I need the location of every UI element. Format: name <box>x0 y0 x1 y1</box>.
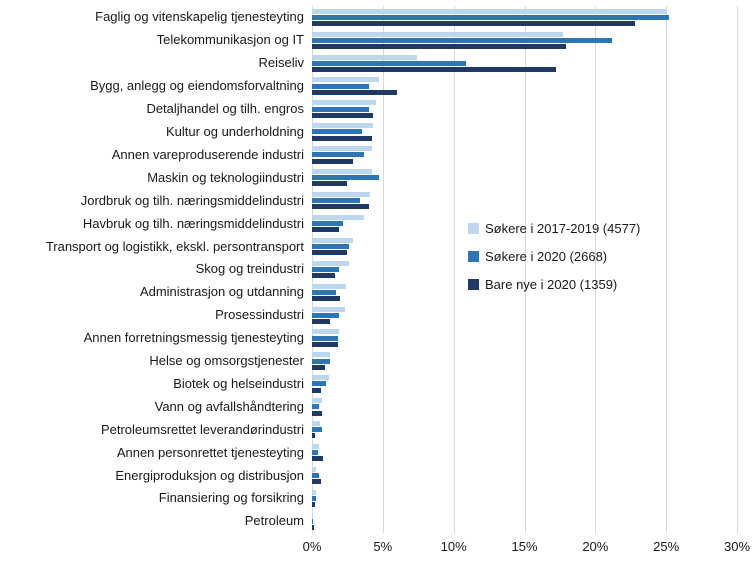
category-label: Bygg, anlegg og eiendomsforvaltning <box>90 78 304 94</box>
category-label: Skog og treindustri <box>195 261 304 277</box>
gridline <box>737 6 738 533</box>
bar-series-2 <box>312 433 315 438</box>
bar-series-2 <box>312 159 353 164</box>
bar-series-2 <box>312 67 556 72</box>
bar-series-0 <box>312 490 316 495</box>
bar-group <box>312 510 737 533</box>
bar-group <box>312 143 737 166</box>
bar-series-0 <box>312 375 329 380</box>
category-label: Telekommunikasjon og IT <box>156 32 304 48</box>
bar-series-0 <box>312 192 370 197</box>
x-tick-label: 30% <box>723 539 751 554</box>
bar-group <box>312 487 737 510</box>
bar-group <box>312 464 737 487</box>
bar-group <box>312 75 737 98</box>
category-label: Reiseliv <box>258 55 304 71</box>
category-label: Jordbruk og tilh. næringsmiddelindustri <box>80 192 304 208</box>
bar-series-1 <box>312 336 338 341</box>
category-label: Annen vareproduserende industri <box>111 146 304 162</box>
bar-group <box>312 304 737 327</box>
bar-series-1 <box>312 404 319 409</box>
bar-series-1 <box>312 152 364 157</box>
legend <box>468 221 640 292</box>
bar-series-2 <box>312 296 340 301</box>
bar-series-0 <box>312 215 364 220</box>
bar-series-0 <box>312 169 372 174</box>
bar-series-1 <box>312 84 369 89</box>
bar-series-2 <box>312 21 635 26</box>
bar-series-0 <box>312 421 320 426</box>
bar-series-1 <box>312 496 316 501</box>
bar-series-1 <box>312 107 369 112</box>
bar-series-2 <box>312 44 566 49</box>
bar-series-0 <box>312 55 417 60</box>
category-label: Biotek og helseindustri <box>173 375 304 391</box>
legend-item <box>468 249 640 264</box>
chart-row <box>0 166 737 189</box>
category-label: Helse og omsorgstjenester <box>149 353 304 369</box>
chart-row <box>0 98 737 121</box>
bar-series-1 <box>312 221 343 226</box>
bar-group <box>312 418 737 441</box>
category-label: Transport og logistikk, ekskl. persontransport <box>45 238 304 254</box>
bar-series-0 <box>312 77 379 82</box>
x-tick-label: 10% <box>440 539 467 554</box>
bar-group <box>312 52 737 75</box>
legend-swatch-icon <box>468 251 479 262</box>
x-tick-label: 20% <box>582 539 609 554</box>
bar-series-0 <box>312 123 373 128</box>
category-label: Faglig og vitenskapelig tjenesteyting <box>95 9 304 25</box>
chart-row <box>0 510 737 533</box>
bar-series-0 <box>312 32 563 37</box>
bar-series-2 <box>312 181 347 186</box>
bar-series-1 <box>312 61 466 66</box>
bar-series-1 <box>312 198 360 203</box>
chart-row <box>0 418 737 441</box>
bar-series-2 <box>312 525 314 530</box>
legend-item <box>468 221 640 236</box>
bar-series-1 <box>312 267 339 272</box>
x-axis <box>302 539 751 557</box>
legend-label: Søkere i 2020 (2668) <box>485 249 608 264</box>
bar-series-0 <box>312 100 376 105</box>
legend-label: Bare nye i 2020 (1359) <box>485 277 618 292</box>
bar-series-0 <box>312 261 349 266</box>
bar-series-2 <box>312 319 330 324</box>
chart-row <box>0 350 737 373</box>
bar-group <box>312 29 737 52</box>
bar-series-2 <box>312 456 323 461</box>
bar-series-1 <box>312 450 318 455</box>
bar-series-2 <box>312 227 339 232</box>
bar-group <box>312 6 737 29</box>
chart-row <box>0 395 737 418</box>
chart-row <box>0 29 737 52</box>
bar-series-2 <box>312 411 322 416</box>
legend-item <box>468 277 640 292</box>
x-tick-label: 25% <box>653 539 680 554</box>
bar-group <box>312 121 737 144</box>
bar-series-2 <box>312 136 372 141</box>
chart-row <box>0 441 737 464</box>
bar-series-0 <box>312 9 666 14</box>
x-tick-label: 15% <box>511 539 538 554</box>
bar-series-1 <box>312 313 339 318</box>
bar-series-0 <box>312 329 339 334</box>
bar-series-1 <box>312 175 379 180</box>
bar-series-0 <box>312 238 353 243</box>
chart-row <box>0 327 737 350</box>
category-label: Petroleum <box>244 513 304 529</box>
bar-series-0 <box>312 307 345 312</box>
bar-group <box>312 98 737 121</box>
bar-series-0 <box>312 444 319 449</box>
bar-series-2 <box>312 204 369 209</box>
bar-group <box>312 373 737 396</box>
bar-series-1 <box>312 427 322 432</box>
category-label: Annen forretningsmessig tjenesteyting <box>83 330 304 346</box>
legend-swatch-icon <box>468 279 479 290</box>
chart-row <box>0 75 737 98</box>
chart-row <box>0 304 737 327</box>
category-label: Annen personrettet tjenesteyting <box>116 444 304 460</box>
bar-series-2 <box>312 365 325 370</box>
legend-label: Søkere i 2017-2019 (4577) <box>485 221 641 236</box>
bar-series-1 <box>312 519 313 524</box>
chart-row <box>0 189 737 212</box>
bar-series-2 <box>312 342 338 347</box>
bar-group <box>312 350 737 373</box>
category-label: Prosessindustri <box>215 307 304 323</box>
category-label: Vann og avfallshåndtering <box>154 398 304 414</box>
bar-series-2 <box>312 90 397 95</box>
bar-series-0 <box>312 284 346 289</box>
chart-row <box>0 6 737 29</box>
bar-series-1 <box>312 38 612 43</box>
bar-series-1 <box>312 129 362 134</box>
bar-series-1 <box>312 381 326 386</box>
bar-group <box>312 441 737 464</box>
bar-series-2 <box>312 113 373 118</box>
category-label: Detaljhandel og tilh. engros <box>146 101 304 117</box>
bar-series-2 <box>312 388 321 393</box>
chart-row <box>0 52 737 75</box>
chart-row <box>0 121 737 144</box>
x-tick-label: 5% <box>373 539 393 554</box>
bar-series-0 <box>312 352 330 357</box>
category-label: Finansiering og forsikring <box>158 490 304 506</box>
bar-series-1 <box>312 473 319 478</box>
bar-group <box>312 395 737 418</box>
legend-swatch-icon <box>468 223 479 234</box>
bar-group <box>312 166 737 189</box>
chart-row <box>0 464 737 487</box>
category-label: Administrasjon og utdanning <box>139 284 304 300</box>
x-tick-label: 0% <box>302 539 322 554</box>
chart-row <box>0 143 737 166</box>
bar-series-1 <box>312 290 336 295</box>
bar-series-1 <box>312 15 669 20</box>
bar-series-2 <box>312 479 321 484</box>
category-label: Kultur og underholdning <box>165 123 304 139</box>
bar-series-0 <box>312 467 316 472</box>
category-label: Energiproduksjon og distribusjon <box>115 467 304 483</box>
bar-series-2 <box>312 250 347 255</box>
bar-series-1 <box>312 244 349 249</box>
category-label: Havbruk og tilh. næringsmiddelindustri <box>82 215 304 231</box>
category-label: Maskin og teknologiindustri <box>147 169 304 185</box>
category-label: Petroleumsrettet leverandørindustri <box>100 421 304 437</box>
bar-series-0 <box>312 398 322 403</box>
bar-series-2 <box>312 273 335 278</box>
bar-series-1 <box>312 359 330 364</box>
bar-series-0 <box>312 513 313 518</box>
bar-series-0 <box>312 146 372 151</box>
bar-group <box>312 327 737 350</box>
bar-series-2 <box>312 502 315 507</box>
bar-group <box>312 189 737 212</box>
chart-row <box>0 373 737 396</box>
chart-row <box>0 487 737 510</box>
